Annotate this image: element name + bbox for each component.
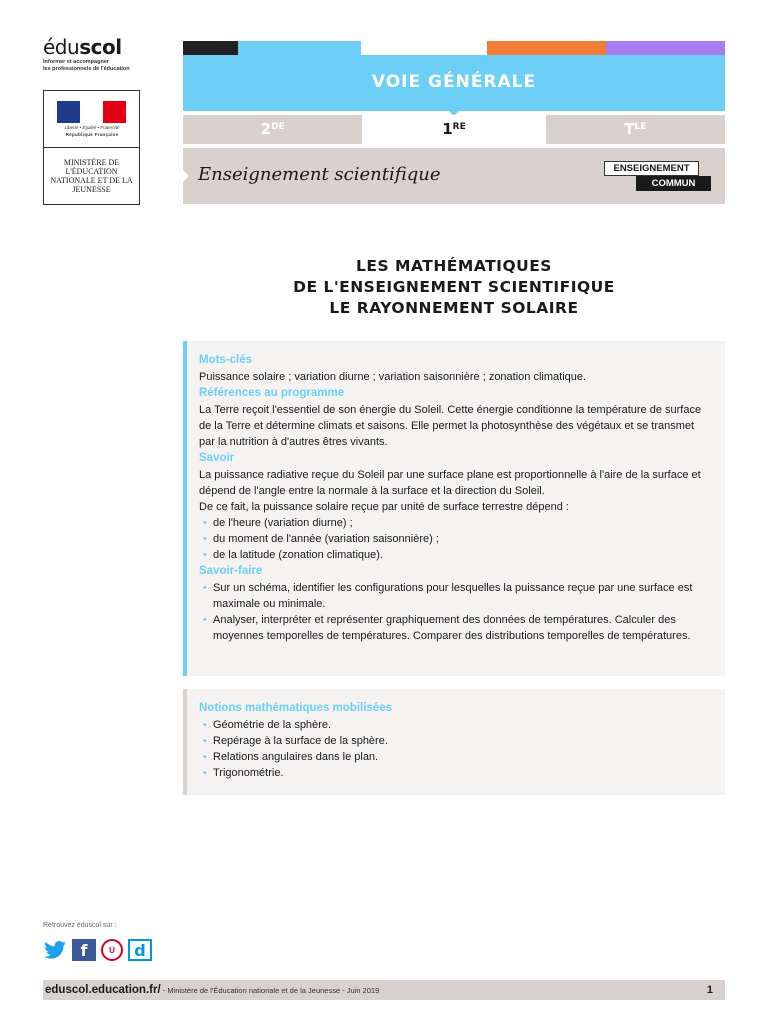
savoir-faire-list [199,580,709,644]
social-caption: Retrouvez éduscol sur : [43,922,117,929]
voie-title: VOIE GÉNÉRALE [371,72,537,92]
dailymotion-icon[interactable]: d [128,939,152,961]
eduscol-logo[interactable] [43,36,153,72]
title-line-1: LES MATHÉMATIQUES [356,257,552,275]
voie-banner [183,55,725,111]
level-sup: LE [634,122,647,132]
facebook-icon[interactable]: f [72,939,96,961]
logo-word-a: édu [43,35,80,59]
level-sup: RE [452,122,466,132]
savoir-faire-heading: Savoir-faire [199,565,263,577]
color-stripe-black [183,41,238,55]
social-links [43,939,152,961]
badge-commun: COMMUN [636,176,711,191]
notions-box-accent [183,689,187,795]
level-main: 2 [260,120,272,138]
tab-terminale[interactable] [546,115,725,144]
list-item: • Analyser, interpréter et représenter graphiquement des données de températures. Calculer des moyennes temporelles de températures. Comparer des distributions temporelles de températures. [199,612,709,644]
twitter-icon[interactable] [43,939,67,961]
list-item: • de la latitude (zonation climatique). [199,547,709,563]
program-box-accent [183,341,187,676]
color-stripe-purple [606,41,725,55]
list-item: • Sur un schéma, identifier les configurations pour lesquelles la puissance reçue par une surface est maximale ou minimale. [199,580,709,612]
logo-word-b: scol [79,35,122,59]
footer-site-link[interactable]: eduscol.education.fr/ [45,984,161,996]
badge-enseignement: ENSEIGNEMENT [604,161,699,176]
notions-box-content [199,700,709,781]
program-box-content [199,352,709,644]
level-tabs [183,115,725,144]
canal-u-icon[interactable]: U [101,939,123,961]
level-sup: DE [271,122,285,132]
list-item: • Relations angulaires dans le plan. [199,749,709,765]
color-stripe-orange [487,41,606,55]
program-box [183,341,725,676]
list-item: • Trigonométrie. [199,765,709,781]
mots-cles-text: Puissance solaire ; variation diurne ; variation saisonnière ; zonation climatique. [199,371,587,383]
notions-heading: Notions mathématiques mobilisées [199,702,392,714]
savoir-heading: Savoir [199,452,235,464]
title-line-2: DE L'ENSEIGNEMENT SCIENTIFIQUE [293,278,615,296]
page-footer [43,980,725,1000]
list-item: • du moment de l'année (variation saisonnière) ; [199,531,709,547]
references-text: La Terre reçoit l'essentiel de son énergie du Soleil. Cette énergie conditionne la température de surface de la Terre et détermine climats et saisons. Elle permet la photosynthèse des végétaux et se transmet par la nutrition à d'autres êtres vivants. [199,404,702,448]
references-heading: Références au programme [199,387,345,399]
mots-cles-heading: Mots-clés [199,354,253,366]
eduscol-wordmark [43,36,153,58]
savoir-text-1: La puissance radiative reçue du Soleil par une surface plane est proportionnelle à l'aire de la surface et dépend de l'angle entre la normale à la surface et la direction du Soleil. [199,469,701,497]
color-stripe-blue [238,41,361,55]
republic-motto: Liberté • Égalité • Fraternité [64,125,120,130]
french-flag-icon [57,101,126,123]
list-item: • Repérage à la surface de la sphère. [199,733,709,749]
logo-tagline-1: Informer et accompagner [43,59,110,65]
ministry-name: MINISTÈRE DE L'ÉDUCATION NATIONALE ET DE LA JEUNESSE [50,158,133,194]
notions-list [199,717,709,781]
list-item: • Géométrie de la sphère. [199,717,709,733]
savoir-list [199,515,709,563]
footer-info: - Ministère de l'Éducation nationale et de la Jeunesse - Juin 2019 [162,986,380,995]
list-item: • de l'heure (variation diurne) ; [199,515,709,531]
ministry-divider [44,147,139,148]
notions-box [183,689,725,795]
logo-tagline-2: les professionnels de l'éducation [43,65,130,72]
republic-label: République Française [65,132,119,137]
tab-premiere[interactable] [364,115,543,144]
level-main: T [624,120,635,138]
tab-seconde[interactable] [183,115,362,144]
subject-title: Enseignement scientifique [198,164,441,185]
subject-banner [183,148,725,204]
ministry-logo [43,90,140,205]
savoir-text-2: De ce fait, la puissance solaire reçue par unité de surface terrestre dépend : [199,501,569,513]
document-title [183,256,725,319]
title-line-3: LE RAYONNEMENT SOLAIRE [329,299,579,317]
level-main: 1 [442,120,453,138]
subject-pointer [183,170,189,182]
page-number: 1 [706,984,713,996]
